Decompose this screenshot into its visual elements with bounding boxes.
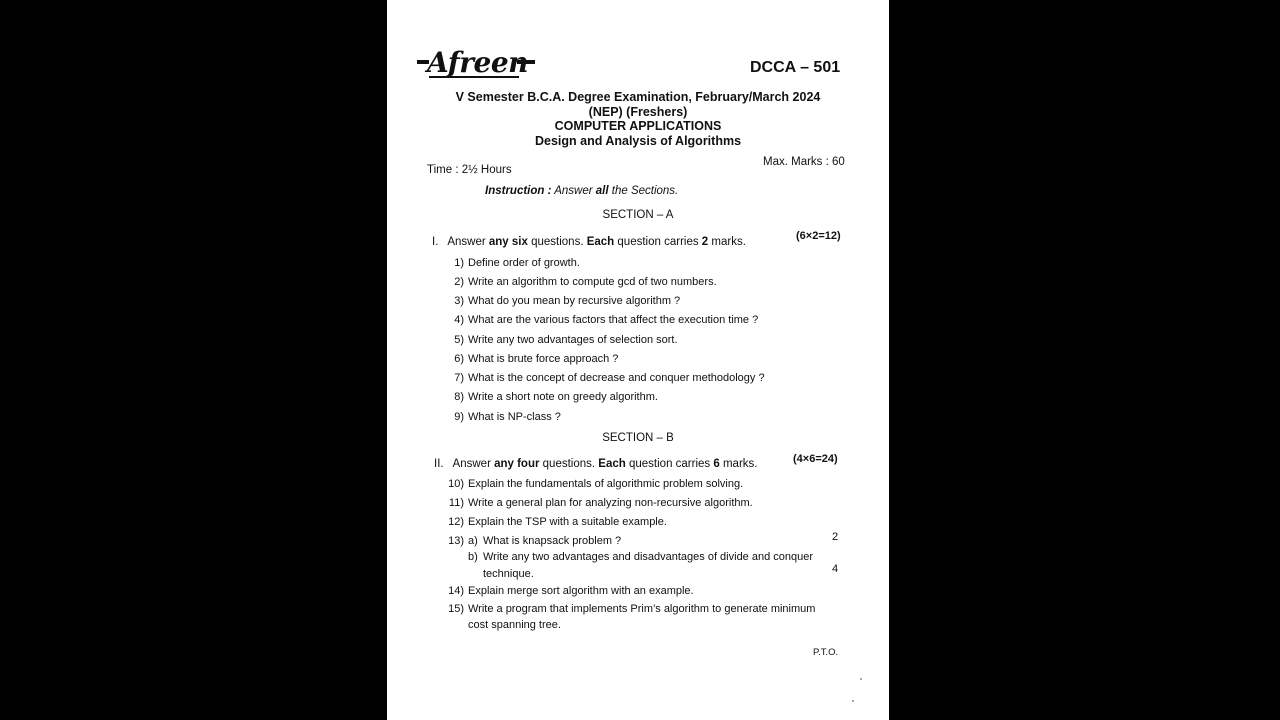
question-item <box>448 391 658 403</box>
question-number: 10) <box>448 478 464 490</box>
question-number: 1) <box>454 257 464 269</box>
question-item <box>446 497 753 509</box>
head-text: question carries <box>614 236 702 248</box>
question-item <box>448 276 717 288</box>
question-item <box>446 516 667 528</box>
head-bold: any six <box>488 236 528 248</box>
question-number: 11) <box>448 497 464 509</box>
question-text: Explain merge sort algorithm with an example. <box>468 585 694 597</box>
pto-label: P.T.O. <box>813 647 839 658</box>
question-text: What is knapsack problem ? <box>483 535 622 547</box>
head-bold: 6 <box>713 458 720 470</box>
exam-paper <box>387 0 889 720</box>
question-number: 14) <box>448 585 464 597</box>
question-item <box>448 372 765 384</box>
sub-question-marks: 2 <box>832 531 839 543</box>
sub-question <box>468 551 813 563</box>
question-text-continued: cost spanning tree. <box>468 619 561 631</box>
head-text: Answer <box>452 458 495 470</box>
question-number: 15) <box>448 603 464 615</box>
roman-numeral: II. <box>434 458 444 470</box>
question-item <box>448 295 680 307</box>
afreen-logo <box>417 46 537 82</box>
sub-question-label: a) <box>468 535 478 547</box>
question-text: Write a short note on greedy algorithm. <box>468 391 658 403</box>
question-text: What are the various factors that affect the execution time ? <box>468 314 759 326</box>
question-text: Write any two advantages and disadvantages of divide and conquer <box>483 551 814 563</box>
question-text: What do you mean by recursive algorithm ? <box>468 295 681 307</box>
scheme: (NEP) (Freshers) <box>588 105 688 119</box>
question-item <box>448 257 580 269</box>
logo-text: Afreen <box>427 46 529 79</box>
subject: COMPUTER APPLICATIONS <box>554 119 722 133</box>
head-text: marks. <box>708 236 746 248</box>
head-text: question carries <box>625 458 714 470</box>
section-b-instruction <box>434 458 757 470</box>
head-bold: Each <box>598 458 626 470</box>
question-number: 9) <box>454 411 464 423</box>
instruction-post: the Sections. <box>608 185 679 197</box>
question-text: What is NP-class ? <box>468 411 561 423</box>
section-a-marks: (6×2=12) <box>796 230 841 242</box>
question-number: 3) <box>454 295 464 307</box>
head-text: questions. <box>527 236 587 248</box>
instruction-label: Instruction : <box>485 185 552 197</box>
question-text: Define order of growth. <box>468 257 580 269</box>
instruction <box>485 185 678 197</box>
question-item <box>446 585 694 597</box>
question-text: Write a program that implements Prim’s algorithm to generate minimum <box>468 603 816 615</box>
question-text: What is the concept of decrease and conquer methodology ? <box>468 372 765 384</box>
question-number: 6) <box>454 353 464 365</box>
paper-title: Design and Analysis of Algorithms <box>534 134 742 148</box>
instruction-pre: Answer <box>551 185 596 197</box>
speck <box>860 678 862 680</box>
time-label: Time : 2½ Hours <box>427 164 512 176</box>
sub-question-label: b) <box>468 551 478 563</box>
question-item <box>448 411 561 423</box>
roman-numeral: I. <box>432 236 439 248</box>
question-text: Write an algorithm to compute gcd of two numbers. <box>468 276 717 288</box>
question-text-continued: technique. <box>483 568 534 580</box>
section-b-marks: (4×6=24) <box>793 453 838 465</box>
question-number: 8) <box>454 391 464 403</box>
question-text: Explain the TSP with a suitable example. <box>468 516 667 528</box>
section-b-title: SECTION – B <box>602 432 674 444</box>
question-item <box>448 353 618 365</box>
question-text: Explain the fundamentals of algorithmic problem solving. <box>468 478 744 490</box>
question-number: 4) <box>454 314 464 326</box>
section-a-title: SECTION – A <box>602 209 674 221</box>
max-marks: Max. Marks : 60 <box>763 156 845 168</box>
question-number: 5) <box>454 334 464 346</box>
head-bold: 2 <box>701 236 709 248</box>
question-item <box>446 535 621 547</box>
question-item <box>448 314 758 326</box>
question-number: 7) <box>454 372 464 384</box>
question-item <box>446 603 815 615</box>
question-item <box>448 334 678 346</box>
head-text: marks. <box>719 458 758 470</box>
section-a-instruction <box>432 236 746 248</box>
speck <box>852 700 854 702</box>
head-bold: any four <box>494 458 540 470</box>
head-text: questions. <box>539 458 599 470</box>
head-bold: Each <box>586 236 615 248</box>
instruction-bold: all <box>595 185 609 197</box>
question-number: 13) <box>448 535 464 547</box>
question-number: 2) <box>454 276 464 288</box>
question-text: Write any two advantages of selection sort. <box>468 334 678 346</box>
exam-title: V Semester B.C.A. Degree Examination, February/March 2024 <box>455 90 821 104</box>
question-item <box>446 478 743 490</box>
question-text: Write a general plan for analyzing non-recursive algorithm. <box>468 497 753 509</box>
question-number: 12) <box>448 516 464 528</box>
head-text: Answer <box>447 236 489 248</box>
sub-question-marks: 4 <box>832 563 839 575</box>
question-text: What is brute force approach ? <box>468 353 619 365</box>
paper-code: DCCA – 501 <box>750 59 841 76</box>
